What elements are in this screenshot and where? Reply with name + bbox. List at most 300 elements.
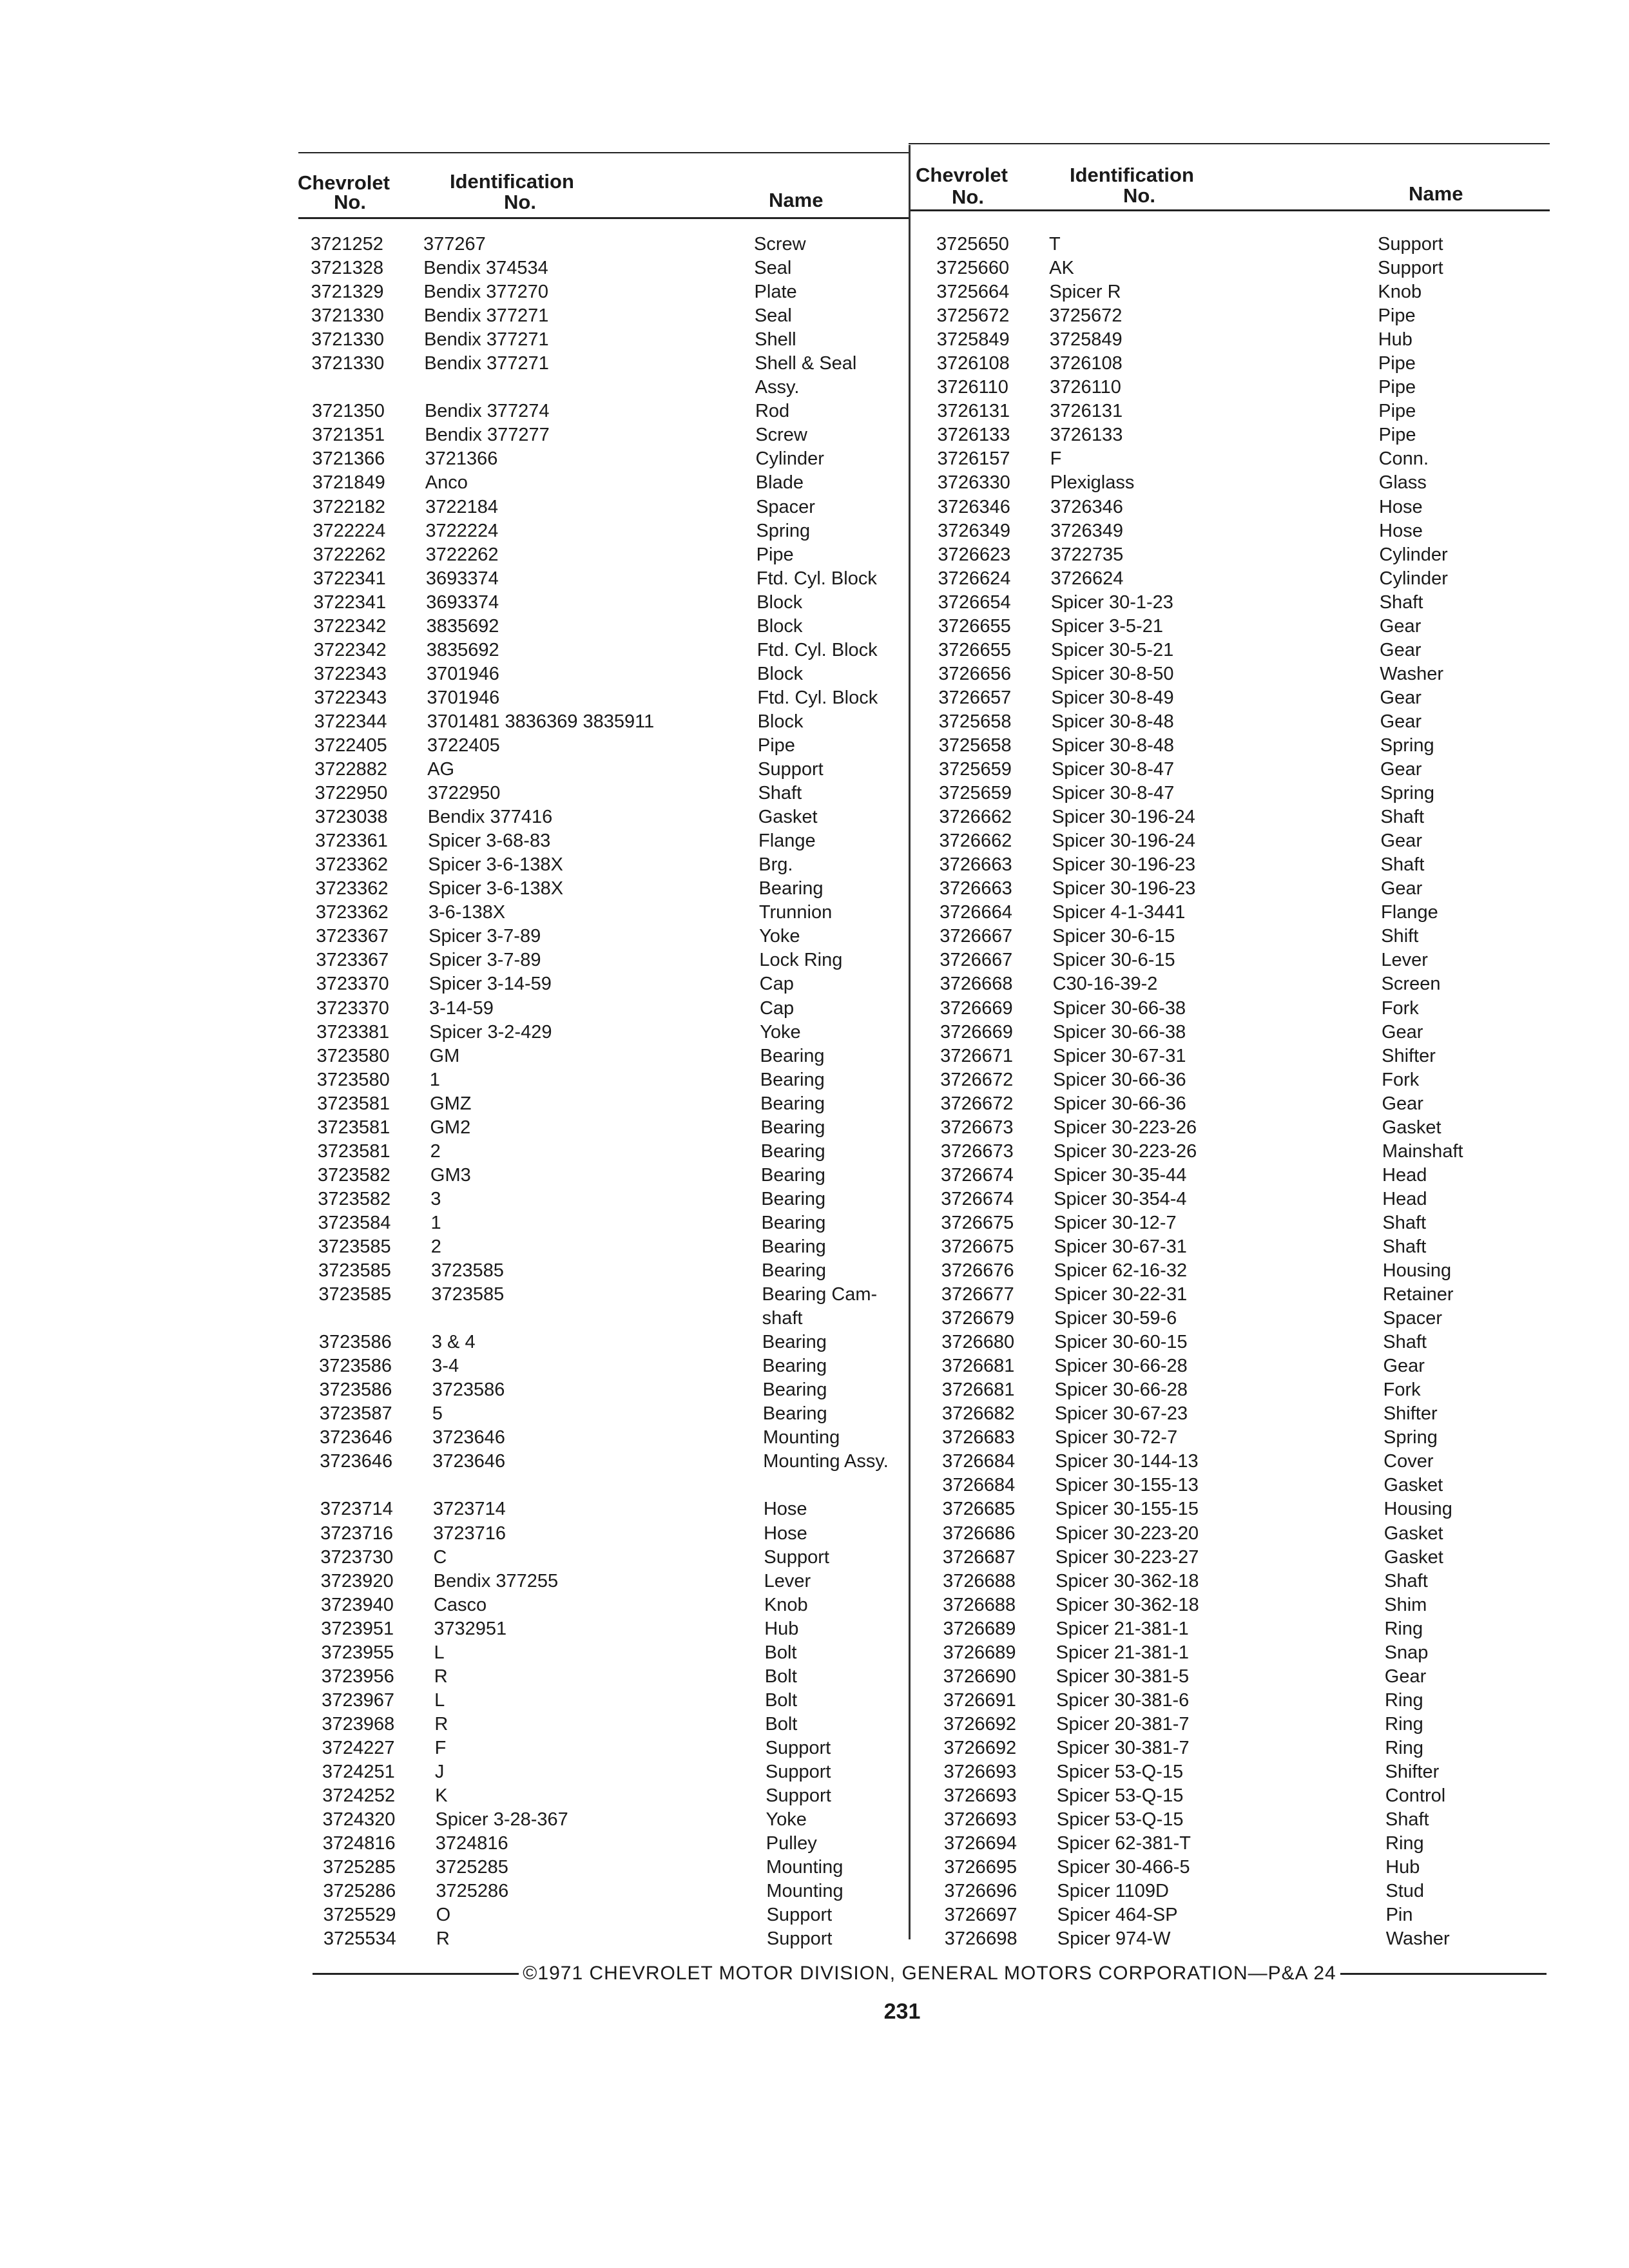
table-row (0, 1927, 1629, 1951)
table-row (0, 1235, 1629, 1259)
ident-no-cell: GM2 (430, 1117, 471, 1138)
name-cell: Gasket (758, 807, 818, 828)
ident-no-cell: Bendix 377271 (424, 353, 549, 374)
table-row (0, 1736, 1629, 1760)
chev-no-cell: 3726667 (940, 926, 1013, 947)
ident-no-cell: 3726110 (1050, 377, 1121, 398)
name-cell: Shaft (1380, 807, 1425, 828)
name-cell: Gear (1380, 878, 1423, 899)
name-cell: Bearing (761, 1212, 826, 1233)
name-cell: Screw (755, 425, 807, 446)
chev-no-cell: 3723582 (317, 1164, 390, 1186)
name-cell: Ftd. Cyl. Block (757, 687, 878, 708)
name-cell: Cylinder (1379, 544, 1448, 565)
table-row (0, 1474, 1629, 1497)
chev-no-cell: 3726684 (942, 1451, 1016, 1472)
name-cell: Spring (1383, 1427, 1438, 1448)
ident-no-cell: 2 (430, 1236, 441, 1257)
left-header-identification-no: No. (504, 191, 536, 213)
ident-no-cell: 3723586 (432, 1379, 505, 1401)
chev-no-cell: 3726623 (938, 544, 1011, 565)
chev-no-cell: 3726674 (941, 1188, 1014, 1209)
chev-no-cell: 3726685 (942, 1499, 1016, 1520)
name-cell: Shell (755, 329, 796, 351)
chev-no-cell: 3722343 (314, 663, 387, 684)
chev-no-cell: 3723646 (320, 1451, 393, 1472)
table-row (0, 567, 1629, 591)
name-cell: Support (758, 759, 824, 780)
name-cell: Bearing (762, 1356, 827, 1377)
ident-no-cell: Spicer 30-72-7 (1055, 1427, 1178, 1448)
chev-no-cell: 3726675 (941, 1236, 1014, 1257)
ident-no-cell: Bendix 377270 (423, 282, 549, 303)
ident-no-cell: 3-4 (432, 1356, 459, 1377)
ident-no-cell: GM3 (430, 1164, 471, 1186)
name-cell: Hub (1385, 1857, 1420, 1878)
name-cell: Lever (764, 1570, 811, 1591)
name-cell: Hose (764, 1523, 807, 1544)
chev-no-cell: 3726689 (943, 1642, 1016, 1663)
chev-no-cell: 3726687 (942, 1546, 1016, 1568)
chev-no-cell: 3723038 (314, 807, 388, 828)
ident-no-cell: Spicer 30-196-24 (1052, 831, 1195, 852)
name-cell: Gear (1380, 687, 1422, 708)
name-cell: Lever (1381, 950, 1428, 971)
chev-no-cell: 3726674 (941, 1164, 1014, 1186)
name-cell: Hose (1378, 496, 1423, 517)
name-cell: Gear (1380, 711, 1422, 732)
ident-no-cell: C30-16-39-2 (1052, 974, 1158, 995)
table-row (0, 543, 1629, 567)
name-cell: Shell & Seal (755, 353, 857, 374)
chev-no-cell: 3723361 (315, 831, 388, 852)
ident-no-cell: T (1049, 234, 1061, 255)
ident-no-cell: 3722262 (425, 544, 499, 565)
table-row (0, 1593, 1629, 1617)
chev-no-cell: 3721330 (311, 329, 385, 351)
table-row (0, 495, 1629, 519)
chev-no-cell: 3726131 (937, 401, 1010, 422)
ident-no-cell: Spicer 30-381-5 (1055, 1666, 1190, 1687)
name-cell: Fork (1381, 997, 1419, 1019)
chev-no-cell: 3726681 (941, 1379, 1015, 1401)
chev-no-cell: 3725660 (936, 258, 1010, 279)
ident-no-cell: Spicer 3-14-59 (429, 974, 552, 995)
ident-no-cell: Spicer 30-1-23 (1050, 591, 1173, 613)
table-row (0, 686, 1629, 710)
chev-no-cell: 3723367 (316, 926, 389, 947)
chev-no-cell: 3723968 (322, 1713, 395, 1735)
table-row (0, 1784, 1629, 1808)
chev-no-cell: 3721329 (311, 282, 384, 303)
ident-no-cell: Spicer 62-16-32 (1054, 1260, 1188, 1282)
table-row (0, 1044, 1629, 1068)
name-cell: Gear (1383, 1356, 1425, 1377)
ident-no-cell: 3726624 (1050, 568, 1124, 589)
right-header-identification-no: No. (1123, 184, 1155, 207)
ident-no-cell: 3723716 (433, 1523, 506, 1544)
chev-no-cell: 3726682 (941, 1403, 1015, 1425)
chev-no-cell: 3726697 (944, 1905, 1017, 1926)
table-row (0, 1760, 1629, 1784)
right-header-chevrolet: Chevrolet (916, 164, 1008, 186)
chev-no-cell: 3726656 (938, 663, 1012, 684)
ident-no-cell: 3725672 (1049, 305, 1123, 327)
chev-no-cell: 3726671 (940, 1045, 1014, 1066)
chev-no-cell: 3726675 (941, 1212, 1014, 1233)
name-cell: Knob (764, 1594, 808, 1615)
chev-no-cell: 3721351 (312, 425, 385, 446)
chev-no-cell: 3722224 (313, 520, 386, 541)
footer-rule-left (313, 1973, 519, 1975)
footer (313, 1961, 1547, 1986)
ident-no-cell: 3726133 (1050, 425, 1123, 446)
ident-no-cell: 5 (432, 1403, 443, 1425)
name-cell: Mounting (766, 1881, 843, 1902)
table-row (0, 1187, 1629, 1211)
name-cell: Mainshaft (1382, 1140, 1463, 1162)
left-header-chevrolet-no: No. (334, 191, 366, 213)
chev-no-cell: 3726346 (937, 496, 1010, 517)
table-row (0, 1354, 1629, 1378)
name-cell: Bearing (762, 1403, 827, 1425)
name-cell: Spring (1380, 783, 1434, 804)
name-cell: Cover (1383, 1451, 1434, 1472)
ident-no-cell: L (434, 1642, 445, 1663)
table-row (0, 1378, 1629, 1402)
chev-no-cell: 3726349 (938, 520, 1011, 541)
name-cell: Pipe (1378, 425, 1416, 446)
table-row (0, 1402, 1629, 1426)
table-row (0, 710, 1629, 734)
table-row (0, 423, 1629, 447)
table-row (0, 1689, 1629, 1713)
table-row (0, 615, 1629, 639)
table-row (0, 805, 1629, 829)
ident-no-cell: Spicer 30-223-20 (1055, 1523, 1199, 1544)
name-cell: Support (765, 1737, 831, 1758)
ident-no-cell: Spicer 30-5-21 (1051, 639, 1174, 660)
ident-no-cell: 3726108 (1049, 353, 1123, 374)
ident-no-cell: 3732951 (434, 1618, 507, 1639)
name-cell: Cylinder (755, 448, 824, 470)
left-header-name: Name (769, 189, 824, 211)
table-row (0, 972, 1629, 996)
page-number: 231 (883, 1999, 921, 2024)
name-cell: Housing (1382, 1260, 1452, 1282)
ident-no-cell: 3693374 (426, 591, 499, 613)
table-row (0, 352, 1629, 376)
name-cell: Ring (1384, 1689, 1423, 1711)
ident-no-cell: Bendix 377416 (427, 807, 553, 828)
name-cell: Spacer (756, 496, 815, 517)
name-cell: Glass (1378, 472, 1427, 494)
name-cell: Bearing (760, 1093, 825, 1114)
name-cell: Shaft (1383, 1332, 1427, 1353)
name-cell: Support (1378, 258, 1443, 279)
name-cell: Shifter (1385, 1762, 1440, 1782)
name-cell: Pipe (1378, 401, 1416, 422)
ident-no-cell: 3723714 (432, 1499, 506, 1520)
chev-no-cell: 3725664 (936, 282, 1010, 303)
right-header-identification: Identification (1070, 164, 1194, 186)
chev-no-cell: 3723956 (321, 1666, 394, 1687)
ident-no-cell: 2 (430, 1140, 441, 1162)
ident-no-cell: Spicer 30-196-23 (1052, 854, 1196, 876)
name-cell: Bearing (760, 1140, 825, 1162)
name-cell: Support (766, 1905, 833, 1926)
chev-no-cell: 3724227 (322, 1737, 395, 1758)
ident-no-cell: Spicer 3-68-83 (428, 831, 551, 852)
ident-no-cell: Spicer 3-6-138X (428, 878, 564, 899)
ident-no-cell: 1 (430, 1212, 441, 1233)
name-cell: Screw (754, 234, 806, 255)
chev-no-cell: 3726673 (940, 1140, 1014, 1162)
ident-no-cell: Spicer 3-6-138X (428, 854, 563, 876)
name-cell: Bearing (760, 1045, 825, 1066)
name-cell: Shaft (1385, 1809, 1429, 1831)
chev-no-cell: 3723586 (318, 1332, 392, 1353)
chev-no-cell: 3723362 (315, 878, 389, 899)
chev-no-cell: 3723370 (316, 997, 389, 1019)
name-cell: Hub (764, 1618, 799, 1639)
chev-no-cell: 3722341 (313, 568, 386, 589)
ident-no-cell: F (1050, 448, 1062, 470)
name-cell: Retainer (1382, 1284, 1454, 1305)
ident-no-cell: C (433, 1546, 447, 1568)
name-cell: Gear (1381, 1021, 1423, 1043)
name-cell: Shaft (1380, 854, 1425, 876)
name-cell: Stud (1385, 1881, 1425, 1902)
chev-no-cell: 3723646 (320, 1427, 392, 1448)
name-cell: Ftd. Cyl. Block (757, 639, 878, 660)
ident-no-cell: 3725849 (1049, 329, 1123, 351)
ident-no-cell: Spicer 3-7-89 (429, 950, 541, 971)
chev-no-cell: 3726695 (944, 1857, 1017, 1878)
ident-no-cell: AK (1049, 258, 1074, 279)
ident-no-cell: Spicer R (1049, 282, 1121, 303)
name-cell: Bearing Cam- (762, 1284, 878, 1305)
ident-no-cell: Spicer 30-381-6 (1055, 1689, 1190, 1711)
chev-no-cell: 3726689 (943, 1618, 1016, 1639)
table-row (0, 1068, 1629, 1092)
name-cell: Gasket (1383, 1523, 1443, 1544)
name-cell: Trunnion (758, 902, 833, 923)
chev-no-cell: 3722262 (313, 544, 386, 565)
ident-no-cell: Spicer 53-Q-15 (1056, 1809, 1184, 1831)
chev-no-cell: 3724251 (322, 1762, 395, 1782)
ident-no-cell: Bendix 377271 (423, 305, 549, 327)
ident-no-cell: Spicer 30-362-18 (1055, 1570, 1199, 1591)
name-cell: Gasket (1383, 1546, 1443, 1568)
table-row (0, 471, 1629, 495)
chev-no-cell: 3725529 (323, 1905, 396, 1926)
name-cell: Snap (1384, 1642, 1429, 1663)
chev-no-cell: 3723582 (318, 1188, 391, 1209)
name-cell: Gear (1379, 615, 1422, 637)
chev-no-cell: 3723381 (316, 1021, 390, 1043)
ident-no-cell: 1 (429, 1069, 440, 1090)
table-row (0, 1522, 1629, 1546)
name-cell: Bearing (761, 1236, 826, 1257)
ident-no-cell: 3-14-59 (429, 997, 494, 1019)
chev-no-cell: 3726690 (943, 1666, 1016, 1687)
ident-no-cell: 3726131 (1050, 401, 1123, 422)
ident-no-cell: 3835692 (426, 639, 499, 660)
table-row (0, 399, 1629, 423)
table-row (0, 1497, 1629, 1521)
ident-no-cell: Spicer 30-223-26 (1053, 1140, 1197, 1162)
chev-no-cell: 3726683 (942, 1427, 1015, 1448)
name-cell: Bearing (760, 1117, 825, 1138)
ident-no-cell: 3722184 (425, 496, 498, 517)
chev-no-cell: 3722344 (314, 711, 387, 732)
chev-no-cell: 3725659 (939, 783, 1012, 804)
name-cell: Hose (763, 1499, 807, 1520)
chev-no-cell: 3726684 (942, 1475, 1016, 1496)
chev-no-cell: 3726693 (943, 1762, 1017, 1782)
name-cell: Shaft (1384, 1570, 1428, 1591)
ident-no-cell: Spicer 1109D (1057, 1881, 1169, 1902)
ident-no-cell: K (435, 1785, 448, 1807)
chev-no-cell: 3726692 (943, 1713, 1017, 1735)
name-cell: Pipe (1378, 305, 1416, 327)
name-cell: Mounting Assy. (763, 1451, 889, 1472)
chev-no-cell: 3726677 (941, 1284, 1014, 1305)
ident-no-cell: L (434, 1689, 445, 1711)
ident-no-cell: 3721366 (425, 448, 498, 470)
table-row (0, 1021, 1629, 1044)
name-cell: Ring (1385, 1713, 1423, 1735)
table-row (0, 256, 1629, 280)
ident-no-cell: O (436, 1905, 451, 1926)
name-cell: Gasket (1383, 1475, 1443, 1496)
name-cell: Flange (1381, 902, 1438, 923)
name-cell: Support (764, 1546, 829, 1568)
ident-no-cell: Bendix 374534 (423, 258, 548, 279)
ident-no-cell: GMZ (430, 1093, 472, 1114)
chev-no-cell: 3723940 (320, 1594, 394, 1615)
chev-no-cell: 3725658 (938, 711, 1012, 732)
chev-no-cell: 3726668 (940, 974, 1013, 995)
chev-no-cell: 3726667 (940, 950, 1013, 971)
ident-no-cell: Spicer 3-5-21 (1050, 615, 1163, 637)
ident-no-cell: Spicer 30-60-15 (1054, 1332, 1188, 1353)
name-cell: Bearing (760, 1164, 825, 1186)
name-cell: Support (765, 1762, 831, 1782)
chev-no-cell: 3723585 (318, 1284, 392, 1305)
name-cell: Washer (1385, 1928, 1450, 1950)
name-cell: Knob (1378, 282, 1422, 303)
name-cell: Fork (1383, 1379, 1421, 1401)
chev-no-cell: 3722182 (313, 496, 385, 517)
chev-no-cell: 3723362 (315, 902, 389, 923)
chev-no-cell: 3726686 (942, 1523, 1016, 1544)
table-row (0, 1641, 1629, 1665)
footer-copyright: ©1971 CHEVROLET MOTOR DIVISION, GENERAL MOTORS CORPORATION—P&A 24 (523, 1963, 1336, 1984)
ident-no-cell: Spicer 4-1-3441 (1052, 902, 1186, 923)
ident-no-cell: Spicer 21-381-1 (1055, 1642, 1189, 1663)
chev-no-cell: 3722343 (314, 687, 387, 708)
ident-no-cell: Spicer 30-8-49 (1051, 687, 1174, 708)
name-cell: Lock Ring (759, 950, 843, 971)
table-row (0, 734, 1629, 758)
table-row (0, 1450, 1629, 1474)
ident-no-cell: Spicer 30-66-36 (1053, 1093, 1186, 1114)
chev-no-cell: 3725286 (323, 1881, 396, 1902)
table-row (0, 591, 1629, 615)
chev-no-cell: 3724252 (322, 1785, 396, 1807)
chev-no-cell: 3721328 (311, 258, 384, 279)
table-row (0, 1832, 1629, 1856)
name-cell: Spring (1380, 735, 1434, 756)
table-row (0, 1903, 1629, 1927)
ident-no-cell: Spicer 30-196-23 (1052, 878, 1196, 899)
name-cell: Gear (1380, 831, 1422, 852)
name-cell: Conn. (1378, 448, 1429, 470)
ident-no-cell: R (434, 1713, 448, 1735)
ident-no-cell: Spicer 30-67-31 (1054, 1236, 1187, 1257)
name-cell: Shaft (758, 783, 802, 804)
ident-no-cell: Spicer 30-22-31 (1054, 1284, 1188, 1305)
name-cell: Support (766, 1928, 833, 1950)
name-cell: Ring (1385, 1833, 1424, 1854)
name-cell: Shim (1384, 1594, 1427, 1615)
name-cell: Pulley (766, 1833, 817, 1854)
left-header-chevrolet: Chevrolet (298, 171, 390, 194)
name-cell: Pipe (757, 735, 795, 756)
chev-no-cell: 3721330 (311, 353, 385, 374)
chev-no-cell: 3726624 (938, 568, 1011, 589)
right-parts-table (0, 233, 1629, 1951)
chev-no-cell: 3723920 (320, 1570, 394, 1591)
name-cell: Shifter (1382, 1045, 1436, 1066)
ident-no-cell: Spicer 30-8-47 (1052, 783, 1175, 804)
chev-no-cell: 3726133 (937, 425, 1010, 446)
ident-no-cell: Spicer 30-6-15 (1052, 926, 1175, 947)
name-cell: Hose (1379, 520, 1423, 541)
name-cell: Mounting (763, 1427, 840, 1448)
name-cell: Pin (1385, 1905, 1413, 1926)
name-cell: Gear (1380, 759, 1422, 780)
ident-no-cell: Spicer 30-66-38 (1052, 997, 1186, 1019)
ident-no-cell: Bendix 377271 (424, 329, 549, 351)
ident-no-cell: 3723646 (432, 1451, 506, 1472)
footer-rule-right (1340, 1973, 1547, 1975)
ident-no-cell: GM (429, 1045, 460, 1066)
table-row (0, 519, 1629, 543)
ident-no-cell: Spicer 30-8-48 (1051, 735, 1174, 756)
ident-no-cell: Spicer 30-66-28 (1054, 1379, 1188, 1401)
table-row (0, 233, 1629, 256)
ident-no-cell: Spicer 30-155-15 (1055, 1499, 1199, 1520)
ident-no-cell: Bendix 377255 (433, 1570, 559, 1591)
chev-no-cell: 3726696 (944, 1881, 1017, 1902)
ident-no-cell: Spicer 3-28-367 (435, 1809, 568, 1831)
chev-no-cell: 3723581 (317, 1140, 390, 1162)
chev-no-cell: 3721366 (312, 448, 385, 470)
chev-no-cell: 3726688 (943, 1570, 1016, 1591)
name-cell: Hub (1378, 329, 1412, 351)
name-cell: Shaft (1379, 591, 1423, 613)
name-cell: Block (757, 615, 803, 637)
chev-no-cell: 3726330 (937, 472, 1010, 494)
chev-no-cell: 3726157 (937, 448, 1010, 470)
chev-no-cell: 3723716 (320, 1523, 394, 1544)
ident-no-cell: Spicer 30-144-13 (1055, 1451, 1199, 1472)
chev-no-cell: 3723585 (318, 1236, 391, 1257)
name-cell: Shift (1381, 926, 1419, 947)
